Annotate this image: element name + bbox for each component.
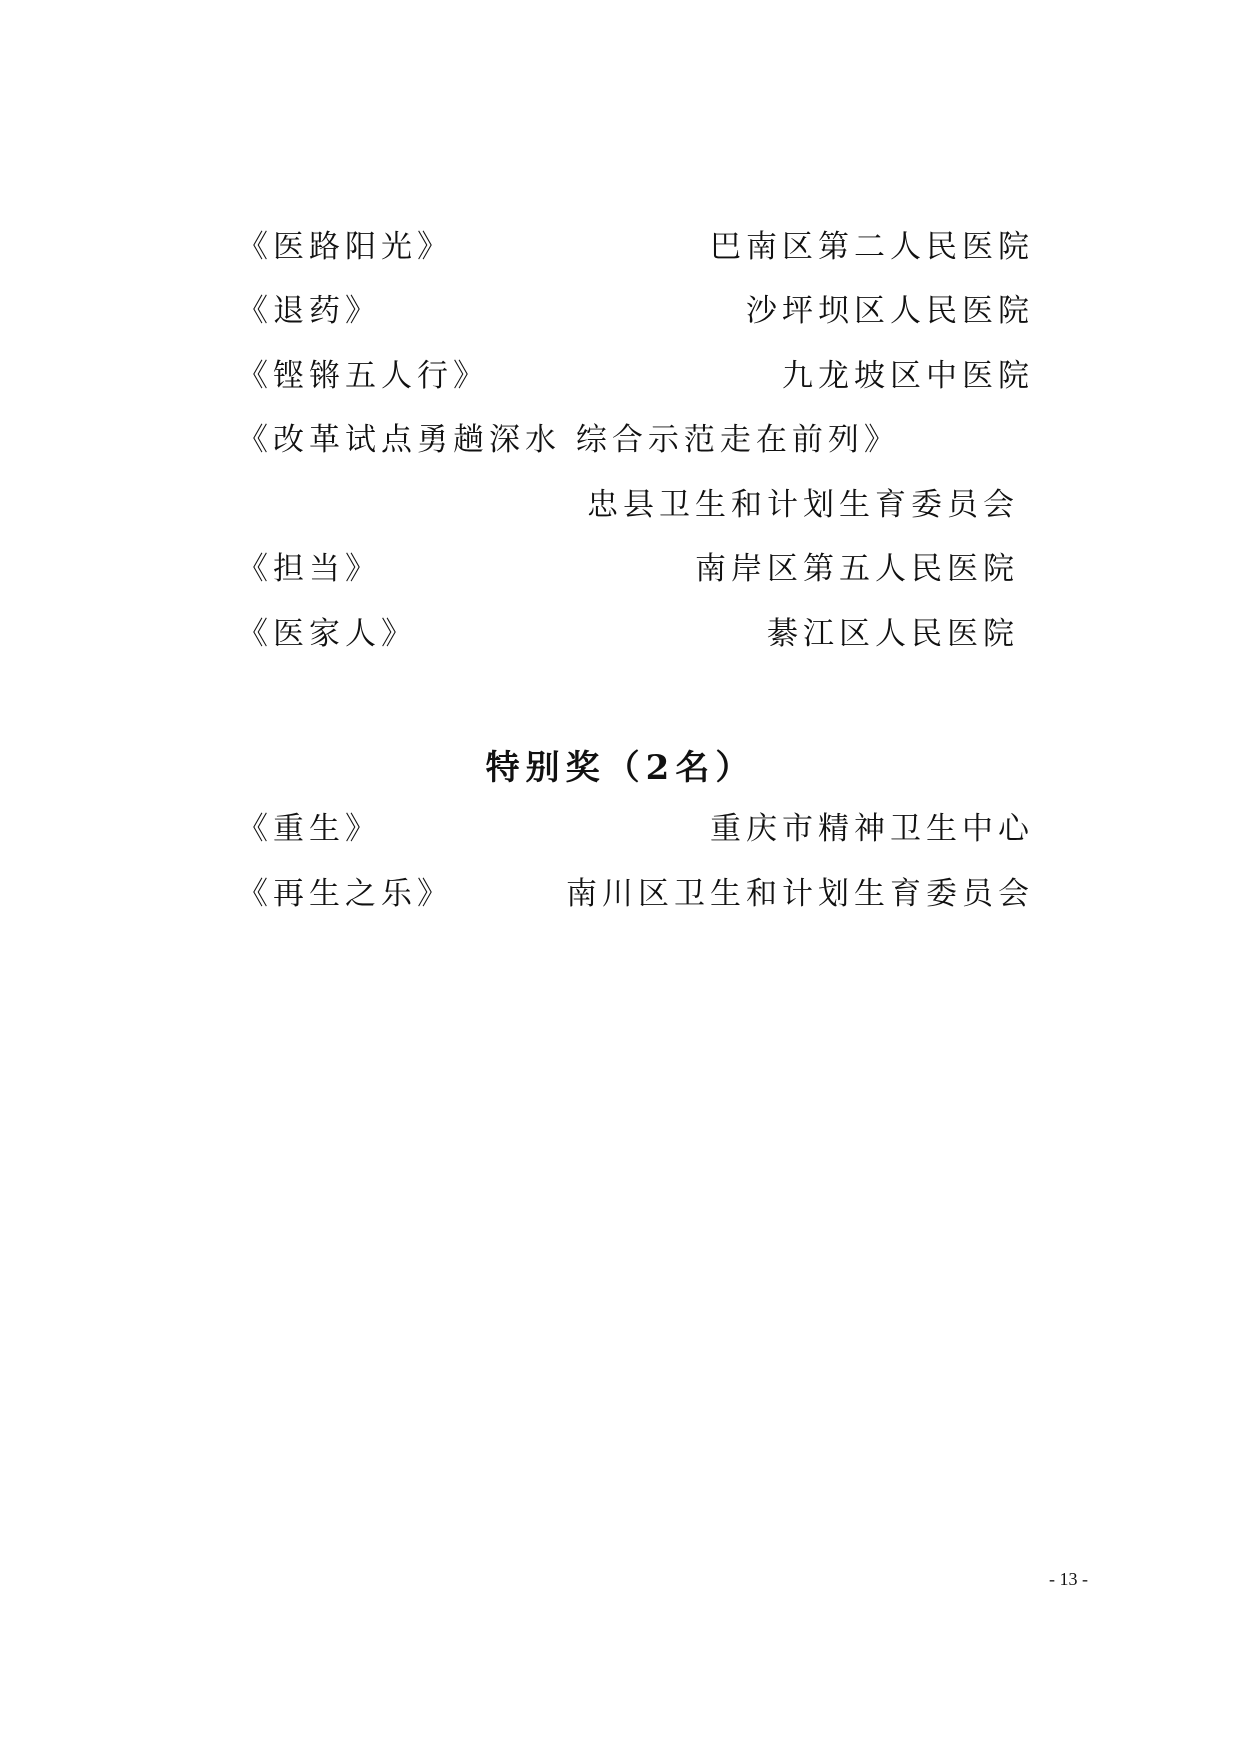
entry-title: 《医家人》 [237,616,417,652]
entry-organization: 南岸区第五人民医院 [695,551,1019,587]
entry-title: 《重生》 [237,811,381,847]
entry-organization: 九龙坡区中医院 [782,358,1034,394]
entry-title: 《铿锵五人行》 [237,358,489,394]
entry-organization: 重庆市精神卫生中心 [710,811,1034,847]
entry-title: 《再生之乐》 [237,876,453,912]
entry-title: 《医路阳光》 [237,229,453,265]
entry-organization: 沙坪坝区人民医院 [746,293,1034,329]
entry-title: 《改革试点勇趟深水 综合示范走在前列》 [237,422,900,458]
entry-organization: 巴南区第二人民医院 [710,229,1034,265]
entry-organization: 南川区卫生和计划生育委员会 [566,876,1034,912]
section-heading: 特别奖（2名） [485,748,756,788]
entry-title: 《退药》 [237,293,381,329]
entry-organization: 綦江区人民医院 [767,616,1019,652]
entry-organization: 忠县卫生和计划生育委员会 [587,487,1019,523]
page-number: - 13 - [1049,1569,1088,1589]
entry-title: 《担当》 [237,551,381,587]
